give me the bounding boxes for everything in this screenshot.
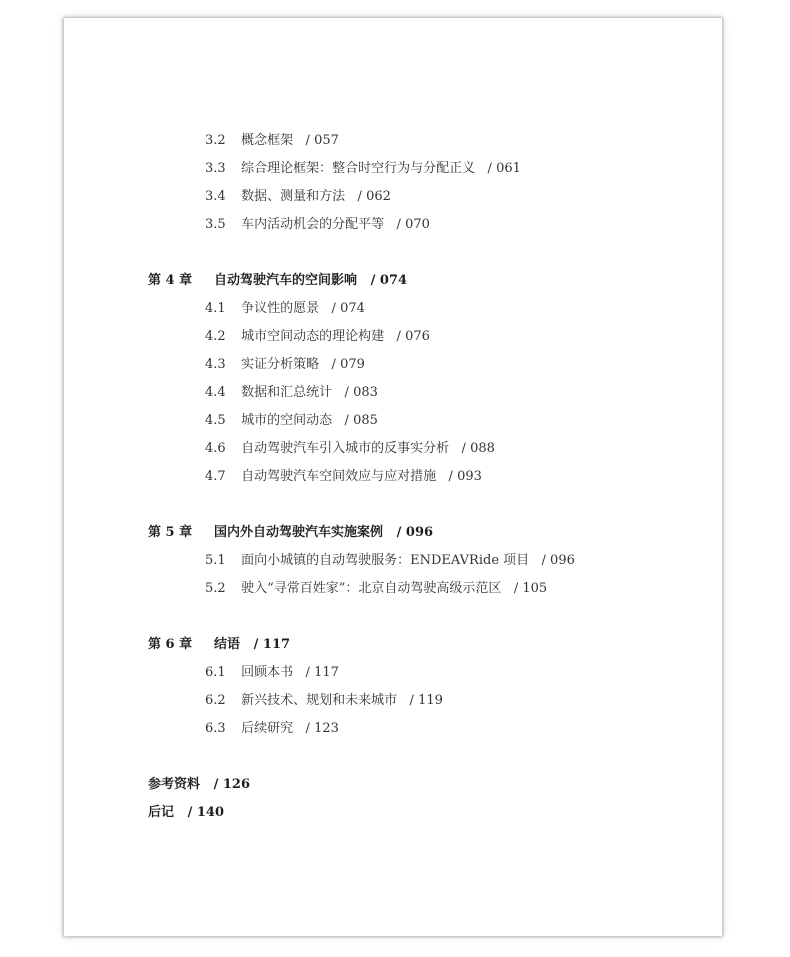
entry-page: / 085 <box>336 413 378 428</box>
entry-title: 驶入“寻常百姓家”：北京自动驾驶高级示范区 <box>241 581 502 596</box>
entry-page: / 105 <box>505 581 548 596</box>
entry-page: / 062 <box>349 189 391 204</box>
chapter-page: / 074 <box>361 273 408 288</box>
book-page <box>64 18 722 936</box>
toc-entry-5-2[interactable] <box>205 580 547 598</box>
entry-page: / 123 <box>297 721 339 736</box>
entry-title: 面向小城镇的自动驾驶服务：ENDEAVRide 项目 <box>241 553 530 568</box>
entry-title: 概念框架 <box>241 133 294 148</box>
afterword-page: / 140 <box>178 805 225 820</box>
entry-number: 4.6 <box>205 441 226 456</box>
entry-number: 3.2 <box>205 133 226 148</box>
toc-entry-6-3[interactable] <box>205 720 339 738</box>
entry-title: 综合理论框架：整合时空行为与分配正义 <box>241 161 476 176</box>
entry-number: 5.1 <box>205 553 226 568</box>
toc-entry-4-4[interactable] <box>205 384 378 402</box>
entry-page: / 096 <box>533 553 575 568</box>
entry-number: 4.4 <box>205 385 226 400</box>
chapter-label: 第 5 章 <box>148 525 193 540</box>
entry-title: 争议性的愿景 <box>241 301 320 316</box>
entry-number: 4.2 <box>205 329 226 344</box>
entry-page: / 061 <box>479 161 521 176</box>
entry-title: 实证分析策略 <box>241 357 320 372</box>
entry-number: 4.7 <box>205 469 226 484</box>
entry-page: / 117 <box>297 665 339 680</box>
entry-page: / 076 <box>388 329 430 344</box>
toc-entry-3-5[interactable] <box>205 216 430 234</box>
entry-number: 6.3 <box>205 721 226 736</box>
toc-afterword[interactable] <box>148 804 224 822</box>
entry-number: 3.5 <box>205 217 226 232</box>
entry-title: 数据和汇总统计 <box>241 385 333 400</box>
entry-title: 自动驾驶汽车空间效应与应对措施 <box>241 469 437 484</box>
entry-number: 3.3 <box>205 161 226 176</box>
toc-entry-4-5[interactable] <box>205 412 378 430</box>
entry-title: 车内活动机会的分配平等 <box>241 217 385 232</box>
entry-title: 回顾本书 <box>241 665 294 680</box>
entry-number: 5.2 <box>205 581 226 596</box>
toc-references[interactable] <box>148 776 250 794</box>
toc-entry-4-3[interactable] <box>205 356 365 374</box>
toc-entry-4-2[interactable] <box>205 328 430 346</box>
toc-entry-5-1[interactable] <box>205 552 575 570</box>
references-title: 参考资料 <box>148 777 201 792</box>
toc-entry-4-1[interactable] <box>205 300 365 318</box>
entry-title: 自动驾驶汽车引入城市的反事实分析 <box>241 441 450 456</box>
toc-entry-4-6[interactable] <box>205 440 495 458</box>
toc-entry-3-2[interactable] <box>205 132 339 150</box>
toc-entry-4-7[interactable] <box>205 468 482 486</box>
entry-page: / 093 <box>440 469 482 484</box>
entry-page: / 070 <box>388 217 430 232</box>
chapter-title: 结语 <box>209 637 241 652</box>
toc-entry-6-2[interactable] <box>205 692 443 710</box>
references-page: / 126 <box>204 777 251 792</box>
toc-chapter-5[interactable] <box>148 524 433 542</box>
entry-number: 4.3 <box>205 357 226 372</box>
entry-page: / 074 <box>323 301 365 316</box>
entry-page: / 088 <box>453 441 495 456</box>
toc-entry-6-1[interactable] <box>205 664 339 682</box>
chapter-title: 国内外自动驾驶汽车实施案例 <box>209 525 384 540</box>
toc-chapter-4[interactable] <box>148 272 407 290</box>
entry-number: 6.1 <box>205 665 226 680</box>
chapter-label: 第 6 章 <box>148 637 193 652</box>
entry-page: / 083 <box>336 385 378 400</box>
entry-title: 后续研究 <box>241 721 294 736</box>
entry-number: 6.2 <box>205 693 226 708</box>
afterword-title: 后记 <box>148 805 175 820</box>
toc-chapter-6[interactable] <box>148 636 290 654</box>
entry-title: 新兴技术、规划和未来城市 <box>241 693 398 708</box>
entry-title: 城市的空间动态 <box>241 413 333 428</box>
entry-page: / 079 <box>323 357 365 372</box>
entry-page: / 057 <box>297 133 339 148</box>
entry-title: 城市空间动态的理论构建 <box>241 329 385 344</box>
chapter-label: 第 4 章 <box>148 273 193 288</box>
entry-title: 数据、测量和方法 <box>241 189 346 204</box>
entry-number: 3.4 <box>205 189 226 204</box>
chapter-page: / 096 <box>387 525 434 540</box>
entry-page: / 119 <box>401 693 443 708</box>
entry-number: 4.1 <box>205 301 226 316</box>
toc-entry-3-3[interactable] <box>205 160 521 178</box>
chapter-title: 自动驾驶汽车的空间影响 <box>209 273 358 288</box>
toc-entry-3-4[interactable] <box>205 188 391 206</box>
chapter-page: / 117 <box>244 637 291 652</box>
entry-number: 4.5 <box>205 413 226 428</box>
